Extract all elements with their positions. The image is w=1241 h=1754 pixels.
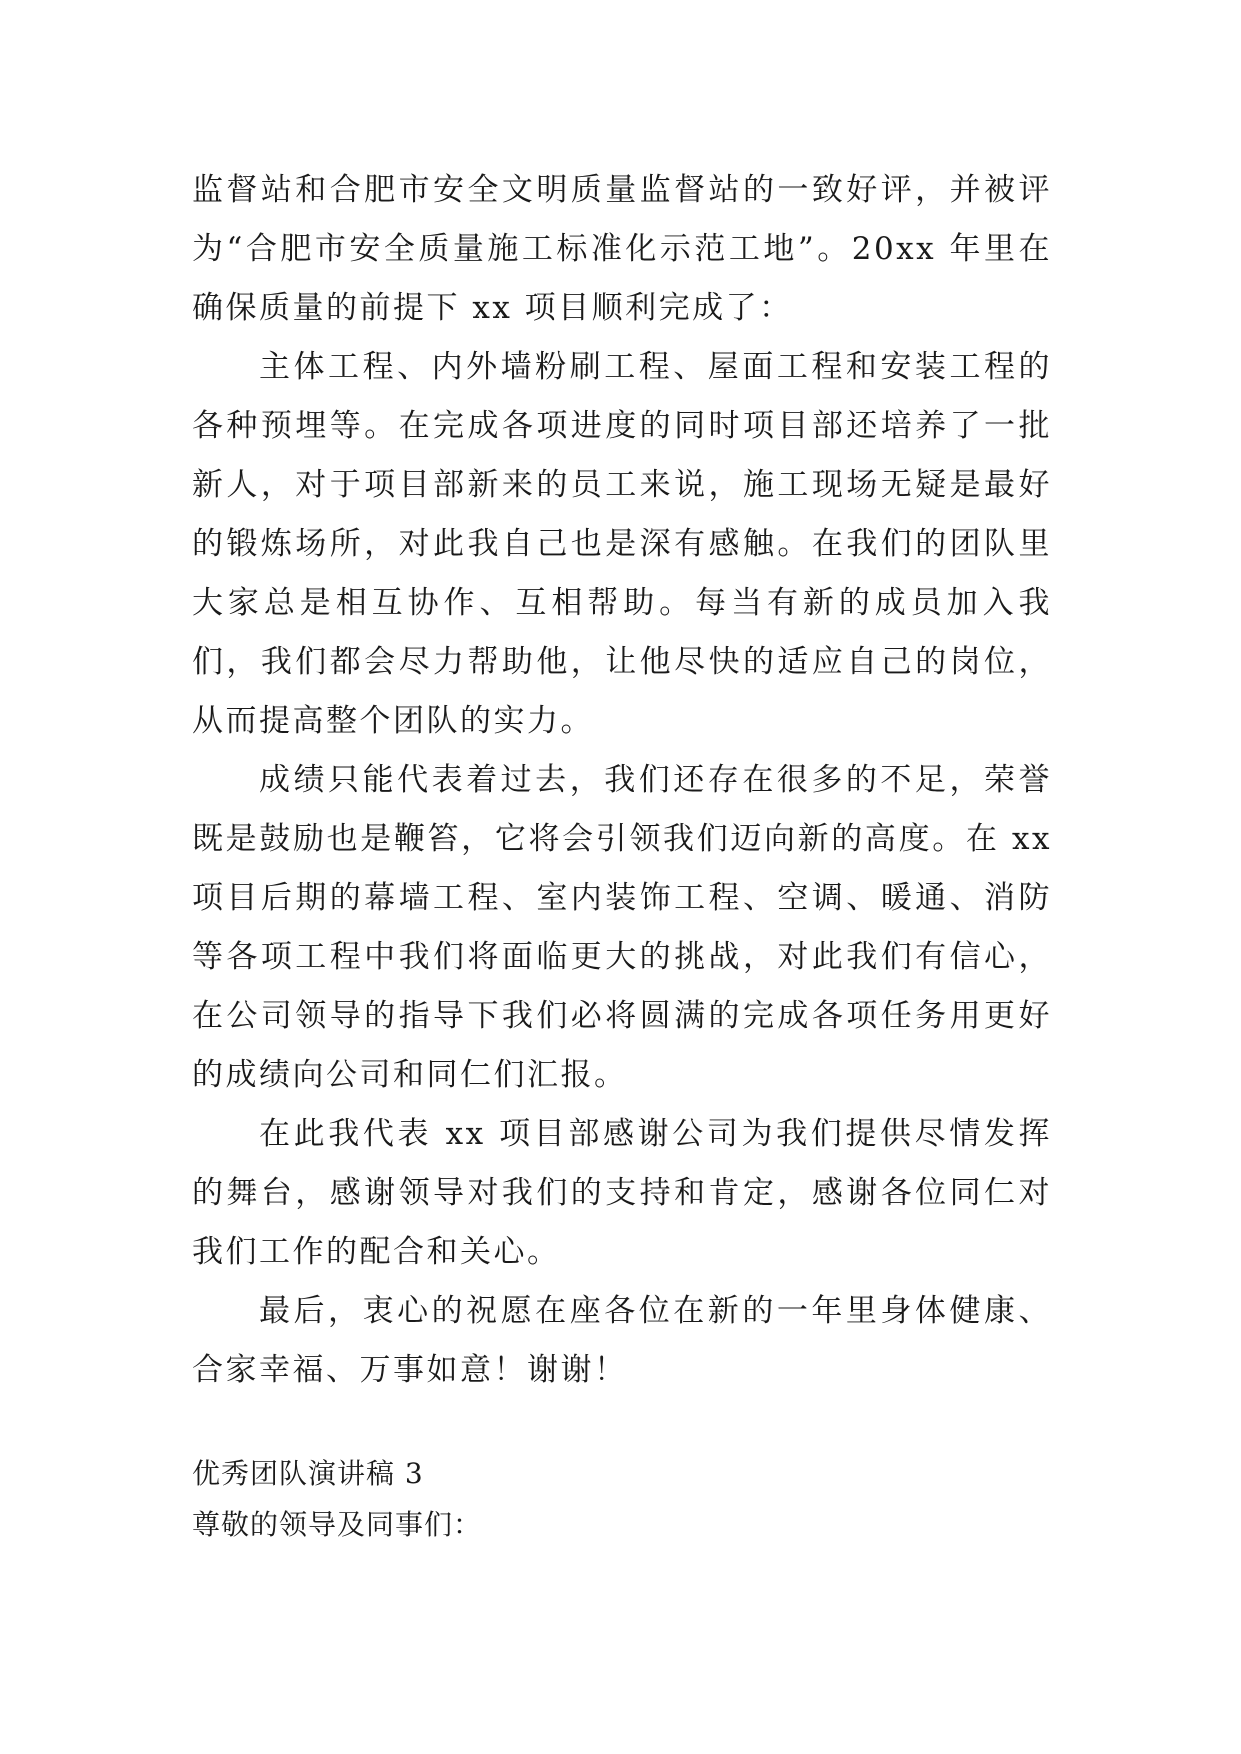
section-title: 优秀团队演讲稿 3 xyxy=(192,1457,424,1490)
paragraph-outlook: 成绩只能代表着过去，我们还存在很多的不足，荣誉既是鼓励也是鞭笞，它将会引领我们迈向新的高度。在 xx 项目后期的幕墙工程、室内装饰工程、空调、暖通、消防等各项工程中我们将面临更大的挑战，对此我们有信心，在公司领导的指导下我们必将圆满的完成各项任务用更好的成绩向公司和同仁们汇报。 xyxy=(192,762,1052,1093)
paragraph-thanks: 在此我代表 xx 项目部感谢公司为我们提供尽情发挥的舞台，感谢领导对我们的支持和肯定，感谢各位同仁对我们工作的配合和关心。 xyxy=(192,1116,1052,1270)
salutation: 尊敬的领导及同事们： xyxy=(192,1508,483,1541)
next-section xyxy=(192,1448,1052,1550)
paragraph-progress: 主体工程、内外墙粉刷工程、屋面工程和安装工程的各种预埋等。在完成各项进度的同时项目部还培养了一批新人，对于项目部新来的员工来说，施工现场无疑是最好的锻炼场所，对此我自己也是深有感触。在我们的团队里大家总是相互协作、互相帮助。每当有新的成员加入我们，我们都会尽力帮助他，让他尽快的适应自己的岗位，从而提高整个团队的实力。 xyxy=(192,349,1052,739)
body-text xyxy=(192,161,1052,1400)
paragraph-continuation: 监督站和合肥市安全文明质量监督站的一致好评，并被评为“合肥市安全质量施工标准化示范工地”。20xx 年里在确保质量的前提下 xx 项目顺利完成了： xyxy=(192,172,1052,326)
paragraph-closing: 最后，衷心的祝愿在座各位在新的一年里身体健康、合家幸福、万事如意！谢谢！ xyxy=(192,1293,1052,1388)
